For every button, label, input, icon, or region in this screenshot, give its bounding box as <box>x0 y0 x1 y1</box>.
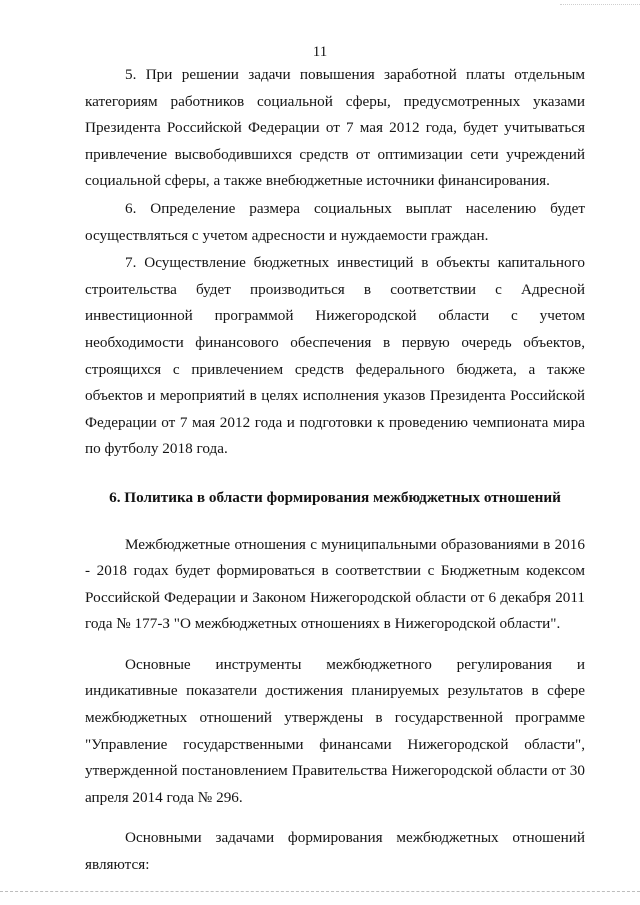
section-paragraph-1: Межбюджетные отношения с муниципальными образованиями в 2016 - 2018 годах будет формироваться в соответствии с Бюджетным кодексом Российской Федерации и Законом Нижегородской области от 6 декабря 2011 года № 177-З "О межбюджетных отношениях в Нижегородской области". <box>85 535 585 633</box>
section-paragraph-2: Основные инструменты межбюджетного регулирования и индикативные показатели достижения планируемых результатов в сфере межбюджетных отношений утверждены в государственной программе "Управление государственными финансами Нижегородской области", утвержденной постановлением Правительства Нижегородской области от 30 апреля 2014 года № 296. <box>85 655 585 806</box>
scan-artifact-top <box>560 4 640 6</box>
paragraph-7: 7. Осуществление бюджетных инвестиций в объекты капитального строительства будет производиться в соответствии с Адресной инвестиционной программой Нижегородской области с учетом необходимости финансового обеспечения в первую очередь объектов, строящихся с привлечением средств федерального бюджета, а также объектов и мероприятий в целях исполнения указов Президента Российской Федерации от 7 мая 2012 года и подготовки к проведению чемпионата мира по футболу 2018 года. <box>85 254 585 458</box>
scan-artifact-bottom <box>0 891 640 893</box>
document-body <box>85 62 585 879</box>
section-paragraph-3: Основными задачами формирования межбюджетных отношений являются: <box>85 829 585 874</box>
paragraph-6: 6. Определение размера социальных выплат населению будет осуществляться с учетом адресности и нуждаемости граждан. <box>85 199 585 244</box>
section-heading: 6. Политика в области формирования межбюджетных отношений <box>109 488 561 506</box>
paragraph-5: 5. При решении задачи повышения заработной платы отдельным категориям работников социальной сферы, предусмотренных указами Президента Российской Федерации от 7 мая 2012 года, будет учитываться привлечение высвободившихся средств от оптимизации сети учреждений социальной сферы, а также внебюджетные источники финансирования. <box>85 66 585 190</box>
page-number: 11 <box>312 44 328 60</box>
